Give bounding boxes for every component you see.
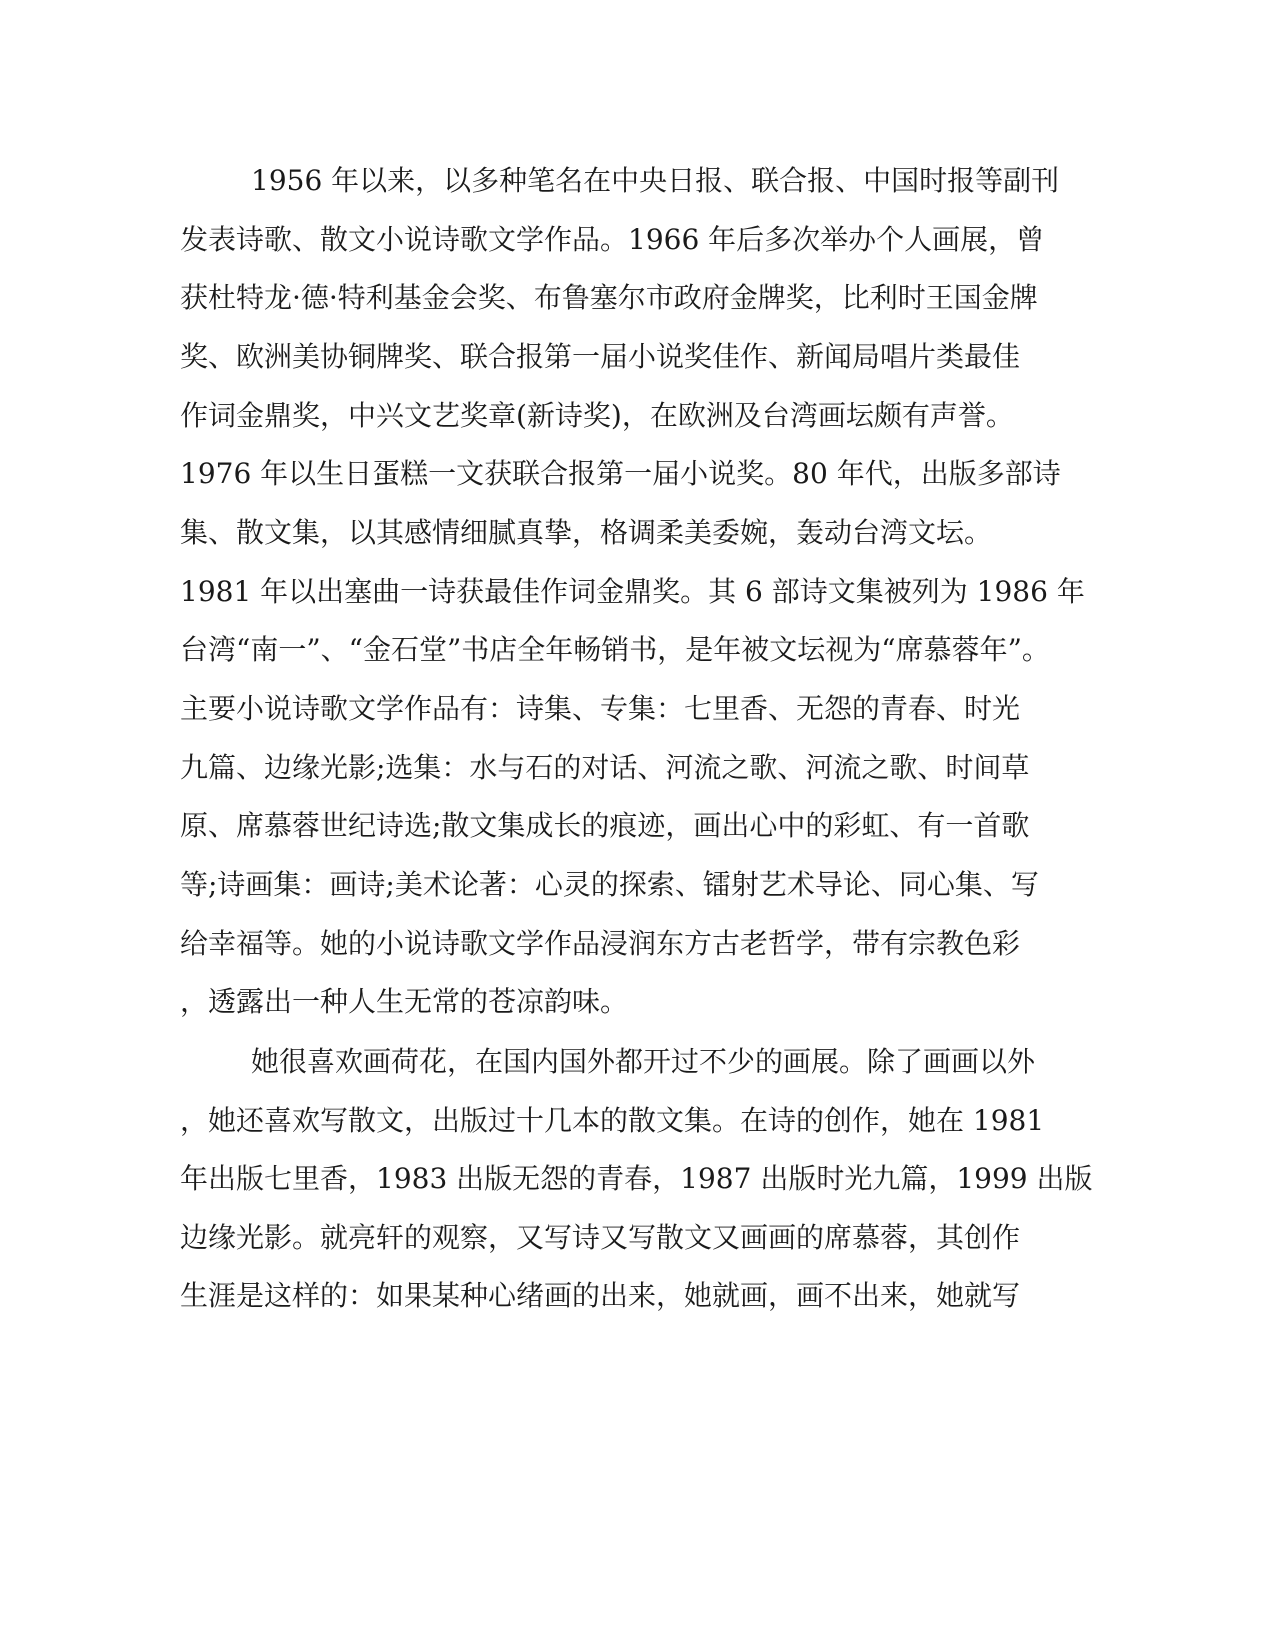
paragraph-1-line-6: 1976 年以生日蛋糕一文获联合报第一届小说奖。80 年代，出版多部诗 — [180, 457, 1061, 490]
paragraph-2-line-1: 她很喜欢画荷花，在国内国外都开过不少的画展。除了画画以外 — [251, 1045, 1036, 1078]
paragraph-2-line-5: 生涯是这样的：如果某种心绪画的出来，她就画，画不出来，她就写 — [180, 1279, 1021, 1312]
paragraph-1-line-7: 集、散文集，以其感情细腻真挚，格调柔美委婉，轰动台湾文坛。 — [180, 516, 993, 549]
paragraph-1-line-10: 主要小说诗歌文学作品有：诗集、专集：七里香、无怨的青春、时光 — [180, 692, 1021, 725]
paragraph-1-line-3: 获杜特龙·德·特利基金会奖、布鲁塞尔市政府金牌奖，比利时王国金牌 — [180, 281, 1038, 314]
paragraph-1-line-2: 发表诗歌、散文小说诗歌文学作品。1966 年后多次举办个人画展，曾 — [180, 223, 1045, 256]
paragraph-1-line-1: 1956 年以来，以多种笔名在中央日报、联合报、中国时报等副刊 — [251, 164, 1060, 197]
paragraph-1-line-4: 奖、欧洲美协铜牌奖、联合报第一届小说奖佳作、新闻局唱片类最佳 — [180, 340, 1021, 373]
paragraph-1-line-13: 等;诗画集：画诗;美术论著：心灵的探索、镭射艺术导论、同心集、写 — [180, 868, 1039, 901]
paragraph-1-line-5: 作词金鼎奖，中兴文艺奖章(新诗奖)，在欧洲及台湾画坛颇有声誉。 — [180, 399, 1014, 432]
paragraph-1-line-9: 台湾“南一”、“金石堂”书店全年畅销书，是年被文坛视为“席慕蓉年”。 — [180, 633, 1050, 666]
paragraph-1-line-14: 给幸福等。她的小说诗歌文学作品浸润东方古老哲学，带有宗教色彩 — [180, 927, 1021, 960]
paragraph-1-line-12: 原、席慕蓉世纪诗选;散文集成长的痕迹，画出心中的彩虹、有一首歌 — [180, 809, 1030, 842]
paragraph-2-line-2: ，她还喜欢写散文，出版过十几本的散文集。在诗的创作，她在 1981 — [180, 1104, 1045, 1137]
paragraph-2-line-3: 年出版七里香，1983 出版无怨的青春，1987 出版时光九篇，1999 出版 — [180, 1162, 1093, 1195]
paragraph-2-line-4: 边缘光影。就亮轩的观察，又写诗又写散文又画画的席慕蓉，其创作 — [180, 1221, 1021, 1254]
paragraph-1-line-15: ，透露出一种人生无常的苍凉韵味。 — [180, 985, 629, 1018]
paragraph-1-line-11: 九篇、边缘光影;选集：水与石的对话、河流之歌、河流之歌、时间草 — [180, 751, 1030, 784]
paragraph-1-line-8: 1981 年以出塞曲一诗获最佳作词金鼎奖。其 6 部诗文集被列为 1986 年 — [180, 575, 1085, 608]
